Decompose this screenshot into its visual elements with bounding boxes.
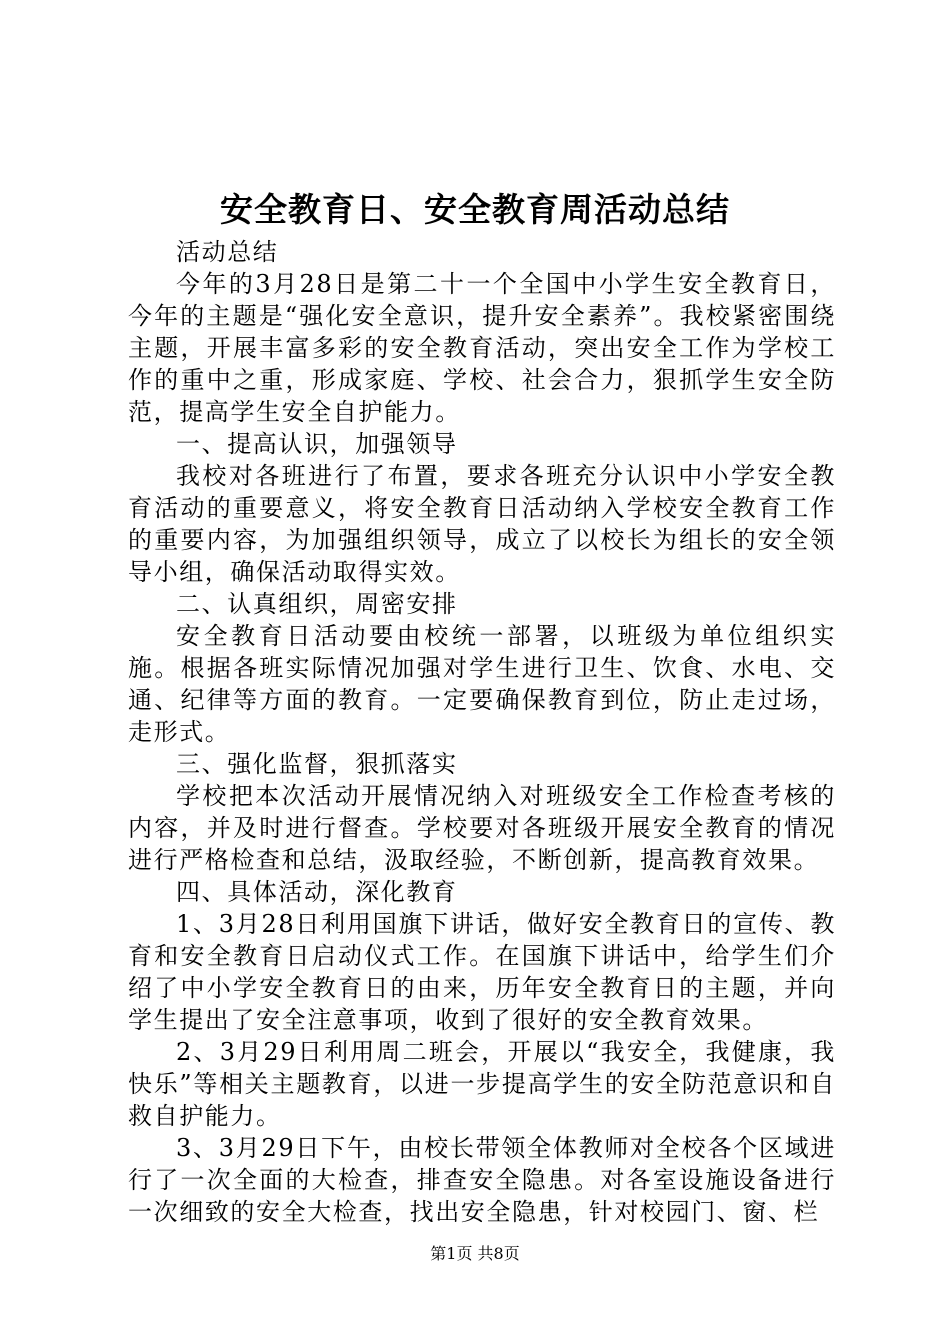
paragraph-intro: 今年的3月28日是第二十一个全国中小学生安全教育日，今年的主题是“强化安全意识，提升安全素养”。我校紧密围绕主题，开展丰富多彩的安全教育活动，突出安全工作为学校工作的重中之重，形成家庭、学校、社会合力，狠抓学生安全防范，提高学生安全自护能力。: [128, 270, 836, 426]
section-heading-1: 一、提高认识，加强领导: [176, 430, 458, 458]
paragraph-section-3: 学校把本次活动开展情况纳入对班级安全工作检查考核的内容，并及时进行督查。学校要对各班级开展安全教育的情况进行严格检查和总结，汲取经验，不断创新，提高教育效果。: [128, 782, 836, 874]
paragraph-intro-label: 活动总结: [176, 238, 279, 266]
document-body: [128, 236, 836, 1228]
section-heading-3: 三、强化监督，狠抓落实: [176, 750, 458, 778]
paragraph-activity-1: 1、3月28日利用国旗下讲话，做好安全教育日的宣传、教育和安全教育日启动仪式工作。在国旗下讲话中，给学生们介绍了中小学安全教育日的由来，历年安全教育日的主题，并向学生提出了安全注意事项，收到了很好的安全教育效果。: [128, 910, 836, 1034]
section-heading-2: 二、认真组织，周密安排: [176, 590, 458, 618]
document-title: 安全教育日、安全教育周活动总结: [220, 190, 730, 229]
section-heading-4: 四、具体活动，深化教育: [176, 878, 458, 906]
paragraph-activity-3: 3、3月29日下午，由校长带领全体教师对全校各个区域进行了一次全面的大检查，排查安全隐患。对各室设施设备进行一次细致的安全大检查，找出安全隐患，针对校园门、窗、栏: [128, 1134, 836, 1226]
paragraph-section-1: 我校对各班进行了布置，要求各班充分认识中小学安全教育活动的重要意义，将安全教育日活动纳入学校安全教育工作的重要内容，为加强组织领导，成立了以校长为组长的安全领导小组，确保活动取得实效。: [128, 462, 836, 586]
paragraph-activity-2: 2、3月29日利用周二班会，开展以“我安全，我健康，我快乐”等相关主题教育，以进一步提高学生的安全防范意识和自救自护能力。: [128, 1038, 836, 1130]
paragraph-section-2: 安全教育日活动要由校统一部署，以班级为单位组织实施。根据各班实际情况加强对学生进行卫生、饮食、水电、交通、纪律等方面的教育。一定要确保教育到位，防止走过场，走形式。: [128, 622, 836, 746]
page-footer: 第1页 共8页: [430, 1244, 520, 1263]
